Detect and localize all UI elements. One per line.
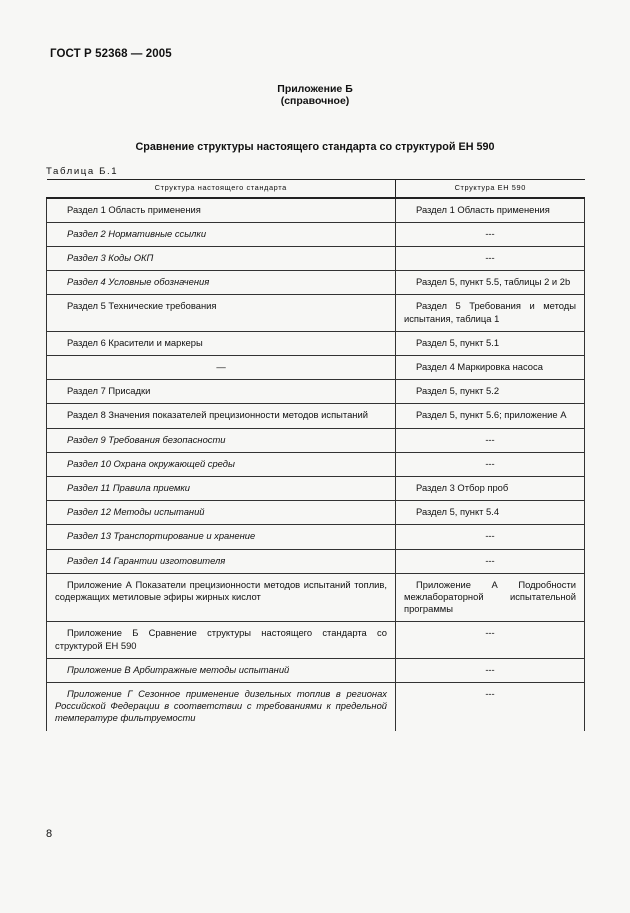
cell-en-590: Раздел 5, пункт 5.1: [396, 331, 585, 355]
column-header-en-590: Структура ЕН 590: [396, 180, 585, 198]
table-row: [47, 682, 585, 730]
cell-en-590: ---: [396, 428, 585, 452]
cell-this-standard: Приложение В Арбитражные методы испытаний: [47, 658, 396, 682]
cell-this-standard: Раздел 11 Правила приемки: [47, 476, 396, 500]
cell-en-590: Раздел 1 Область применения: [396, 198, 585, 223]
table-row: [47, 222, 585, 246]
cell-en-590: Раздел 3 Отбор проб: [396, 476, 585, 500]
cell-this-standard: Раздел 3 Коды ОКП: [47, 246, 396, 270]
table-row: [47, 525, 585, 549]
table-row: [47, 658, 585, 682]
cell-en-590: Раздел 5, пункт 5.4: [396, 501, 585, 525]
cell-this-standard: Раздел 2 Нормативные ссылки: [47, 222, 396, 246]
table-row: [47, 355, 585, 379]
cell-en-590: Раздел 5 Требования и методы испытания, таблица 1: [396, 295, 585, 331]
cell-this-standard: Раздел 7 Присадки: [47, 380, 396, 404]
table-row: [47, 404, 585, 428]
cell-en-590: Раздел 4 Маркировка насоса: [396, 355, 585, 379]
table-label: Таблица Б.1: [46, 166, 119, 177]
cell-en-590: ---: [396, 525, 585, 549]
cell-this-standard: Раздел 5 Технические требования: [47, 295, 396, 331]
table-row: [47, 246, 585, 270]
cell-en-590: ---: [396, 622, 585, 658]
cell-en-590: ---: [396, 658, 585, 682]
cell-this-standard: Приложение Б Сравнение структуры настоящего стандарта со структурой ЕН 590: [47, 622, 396, 658]
annex-subtitle: (справочное): [280, 95, 350, 107]
cell-this-standard: Раздел 4 Условные обозначения: [47, 271, 396, 295]
standard-designation: ГОСТ Р 52368 — 2005: [50, 48, 172, 60]
table-row: [47, 271, 585, 295]
table-row: [47, 331, 585, 355]
table-row: [47, 452, 585, 476]
cell-en-590: ---: [396, 222, 585, 246]
annex-title: Приложение Б: [277, 83, 353, 95]
table-header-row: [47, 180, 585, 198]
cell-this-standard: Приложение А Показатели прецизионности методов испытаний топлив, содержащих метиловые эфиры жирных кислот: [47, 573, 396, 622]
cell-en-590: ---: [396, 549, 585, 573]
cell-this-standard: Раздел 8 Значения показателей прецизионности методов испытаний: [47, 404, 396, 428]
cell-this-standard: Раздел 10 Охрана окружающей среды: [47, 452, 396, 476]
table-row: [47, 428, 585, 452]
column-header-this-standard: Структура настоящего стандарта: [47, 180, 396, 198]
table-row: [47, 622, 585, 658]
cell-this-standard: Раздел 1 Область применения: [47, 198, 396, 223]
annex-heading: [0, 83, 630, 107]
cell-en-590: Раздел 5, пункт 5.5, таблицы 2 и 2b: [396, 271, 585, 295]
cell-this-standard: Раздел 6 Красители и маркеры: [47, 331, 396, 355]
table-row: [47, 501, 585, 525]
cell-en-590: Раздел 5, пункт 5.6; приложение А: [396, 404, 585, 428]
cell-this-standard: Раздел 14 Гарантии изготовителя: [47, 549, 396, 573]
cell-en-590: Раздел 5, пункт 5.2: [396, 380, 585, 404]
cell-this-standard: —: [47, 355, 396, 379]
table-row: [47, 573, 585, 622]
table-row: [47, 295, 585, 331]
cell-en-590: ---: [396, 246, 585, 270]
table-row: [47, 198, 585, 223]
cell-this-standard: Раздел 9 Требования безопасности: [47, 428, 396, 452]
table-row: [47, 380, 585, 404]
table-row: [47, 476, 585, 500]
cell-this-standard: Раздел 13 Транспортирование и хранение: [47, 525, 396, 549]
cell-en-590: ---: [396, 682, 585, 730]
cell-en-590: Приложение А Подробности межлабораторной испытательной программы: [396, 573, 585, 622]
cell-en-590: ---: [396, 452, 585, 476]
structure-comparison-table: [46, 179, 585, 731]
page-number: 8: [46, 828, 53, 840]
cell-this-standard: Раздел 12 Методы испытаний: [47, 501, 396, 525]
page-title: Сравнение структуры настоящего стандарта со структурой ЕН 590: [135, 141, 495, 153]
cell-this-standard: Приложение Г Сезонное применение дизельных топлив в регионах Российской Федерации в соответствии с требованиями к предельной температуре фильтруемости: [47, 682, 396, 730]
table-row: [47, 549, 585, 573]
